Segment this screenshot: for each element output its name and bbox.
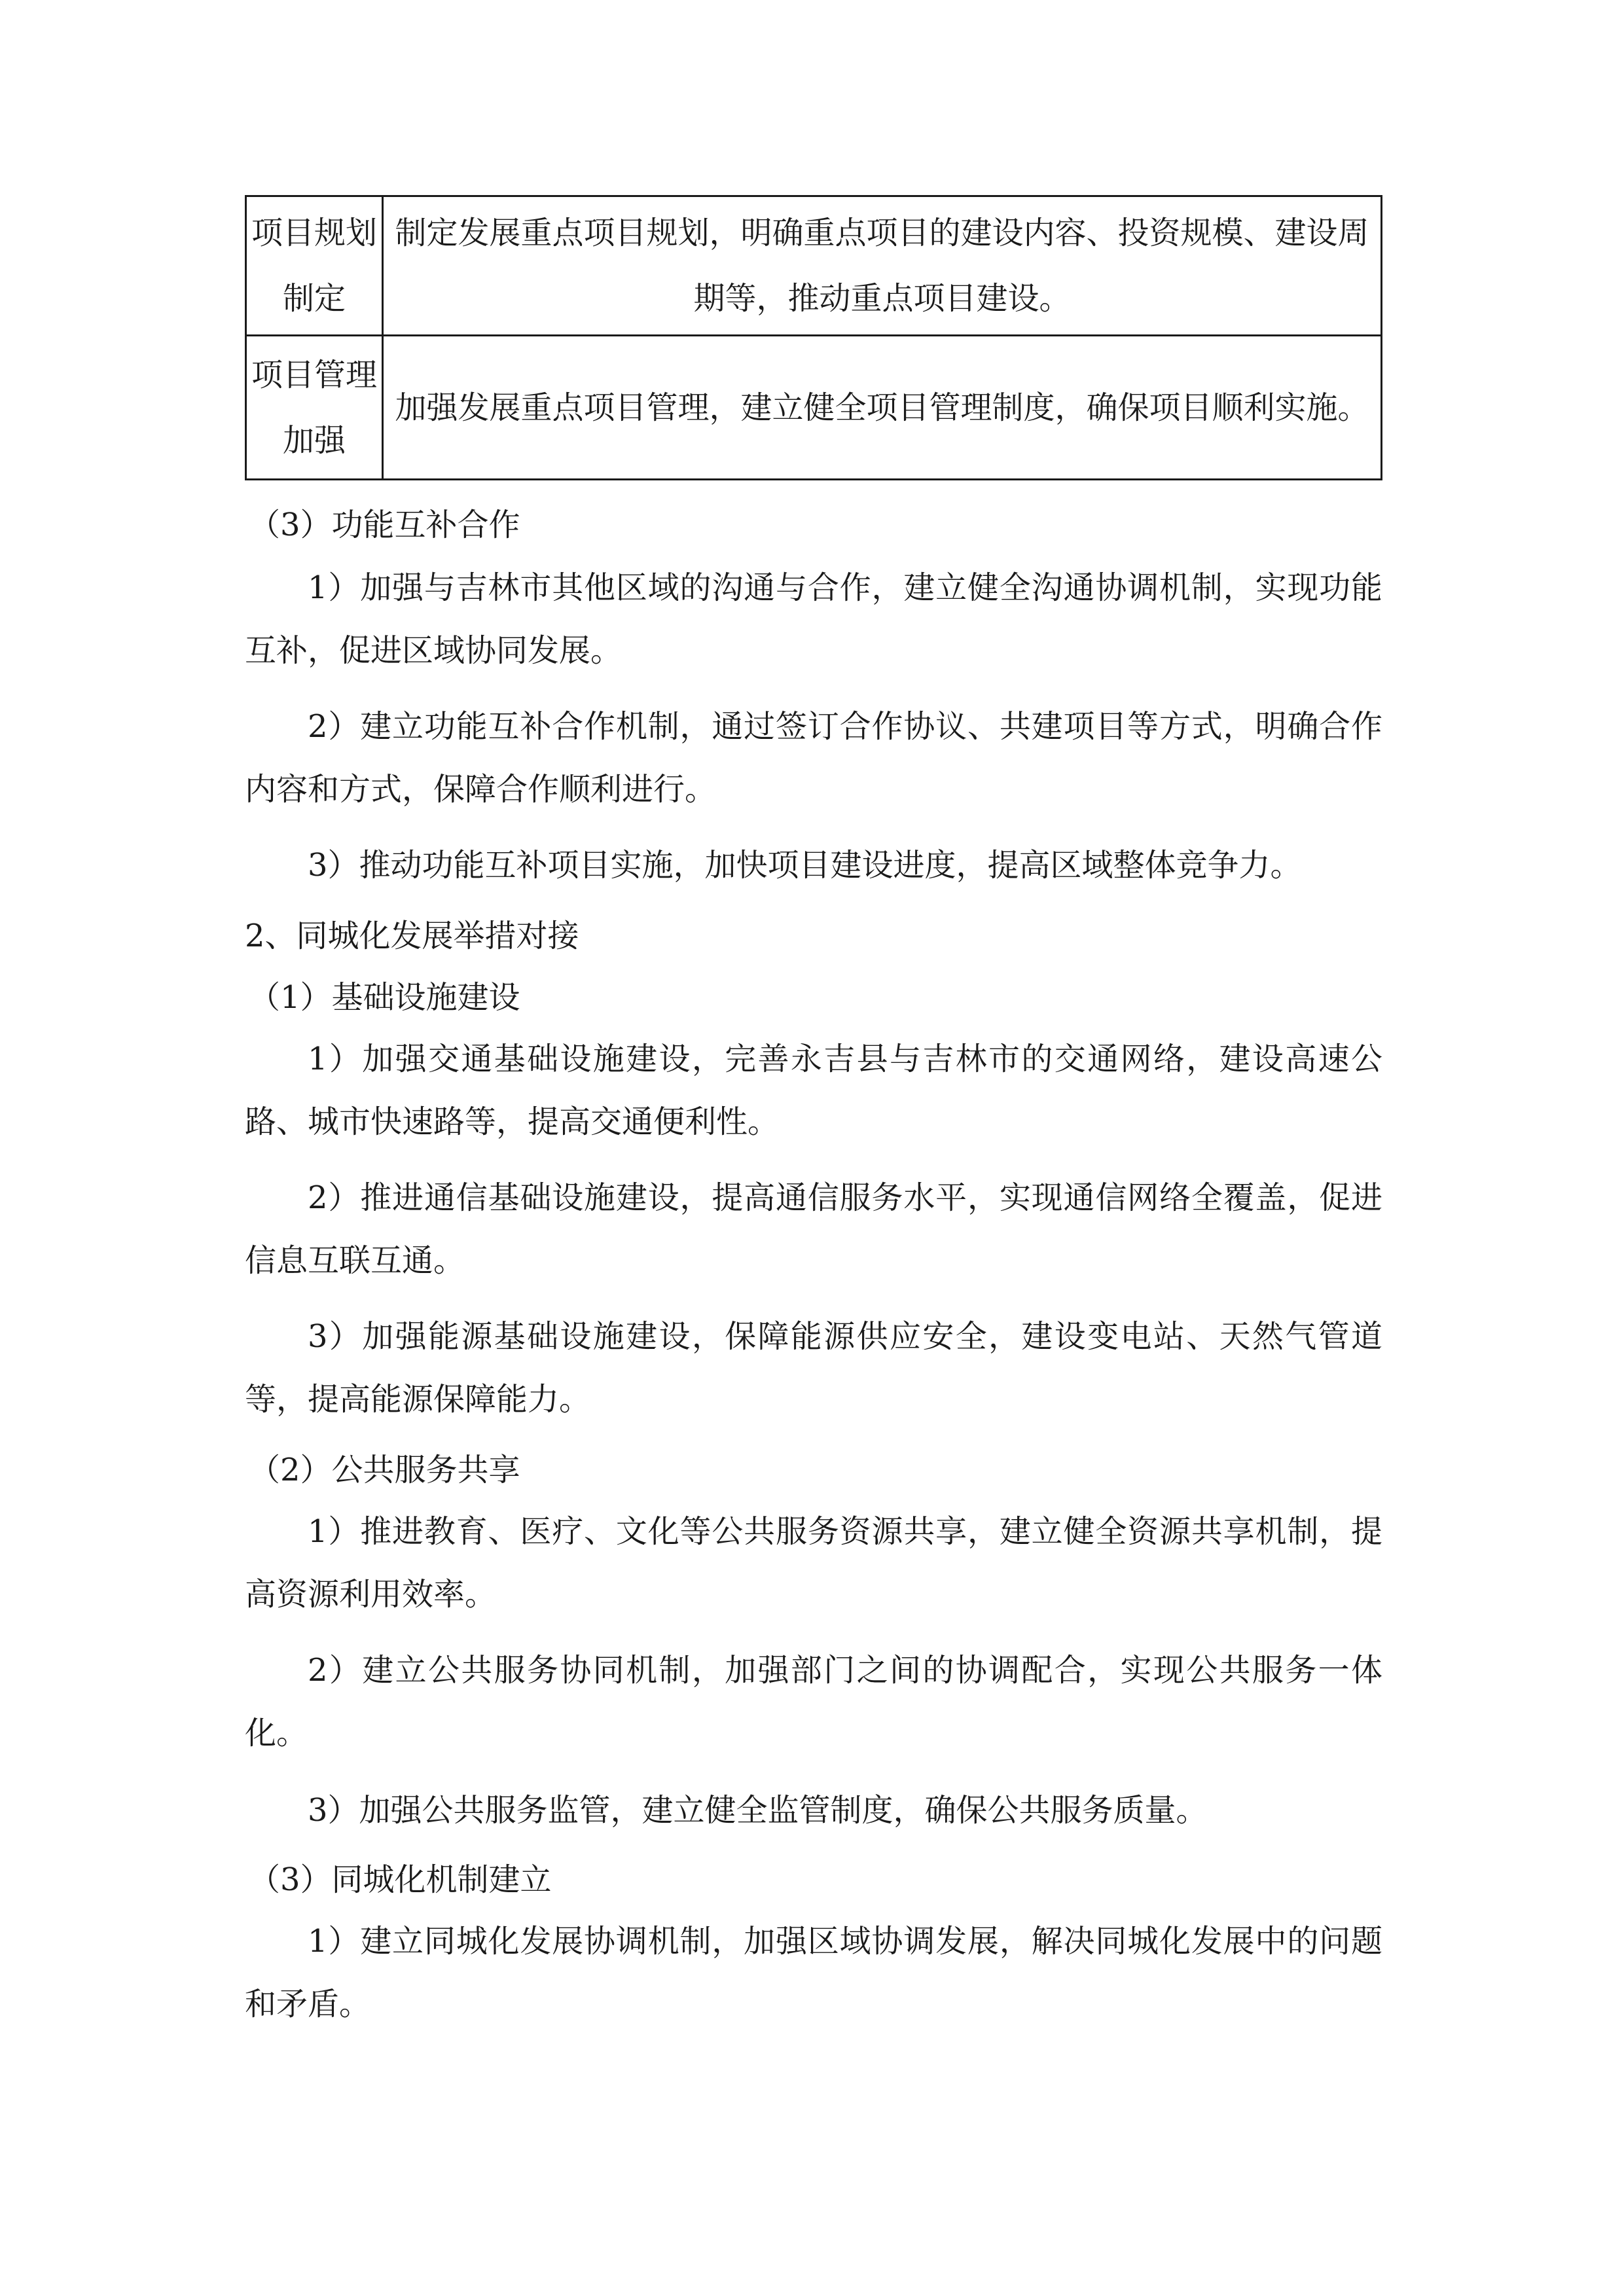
subsection-heading-mechanism: （3）同城化机制建立 (249, 1861, 552, 1898)
paragraph: 1）建立同城化发展协调机制，加强区域协调发展，解决同城化发展中的问题和矛盾。 (245, 1923, 1382, 2022)
table-cell-label: 项目管理加强 (246, 336, 383, 480)
table-cell-content: 加强发展重点项目管理，建立健全项目管理制度，确保项目顺利实施。 (383, 336, 1382, 480)
paragraph: 2）推进通信基础设施建设，提高通信服务水平，实现通信网络全覆盖，促进信息互联互通。 (245, 1179, 1382, 1279)
table-cell-label: 项目规划制定 (246, 196, 383, 336)
paragraph: 2）建立功能互补合作机制，通过签订合作协议、共建项目等方式，明确合作内容和方式，保障合作顺利进行。 (245, 708, 1382, 808)
section-heading-2: 2、同城化发展举措对接 (245, 918, 579, 954)
section-heading-function: （3）功能互补合作 (249, 507, 520, 543)
project-table (245, 195, 1382, 480)
subsection-heading-infra: （1）基础设施建设 (249, 979, 520, 1016)
table-cell-content: 制定发展重点项目规划，明确重点项目的建设内容、投资规模、建设周期等，推动重点项目建设。 (383, 196, 1382, 336)
table-row (246, 336, 1382, 480)
subsection-heading-services: （2）公共服务共享 (249, 1452, 520, 1488)
paragraph: 3）推动功能互补项目实施，加快项目建设进度，提高区域整体竞争力。 (308, 847, 1302, 884)
paragraph: 1）加强与吉林市其他区域的沟通与合作，建立健全沟通协调机制，实现功能互补，促进区域协同发展。 (245, 569, 1382, 669)
paragraph: 3）加强公共服务监管，建立健全监管制度，确保公共服务质量。 (308, 1792, 1208, 1829)
paragraph: 2）建立公共服务协同机制，加强部门之间的协调配合，实现公共服务一体化。 (245, 1652, 1382, 1751)
paragraph: 1）推进教育、医疗、文化等公共服务资源共享，建立健全资源共享机制，提高资源利用效率。 (245, 1513, 1382, 1613)
paragraph: 1）加强交通基础设施建设，完善永吉县与吉林市的交通网络，建设高速公路、城市快速路等，提高交通便利性。 (245, 1041, 1382, 1140)
table-row (246, 196, 1382, 336)
paragraph: 3）加强能源基础设施建设，保障能源供应安全，建设变电站、天然气管道等，提高能源保障能力。 (245, 1318, 1382, 1418)
